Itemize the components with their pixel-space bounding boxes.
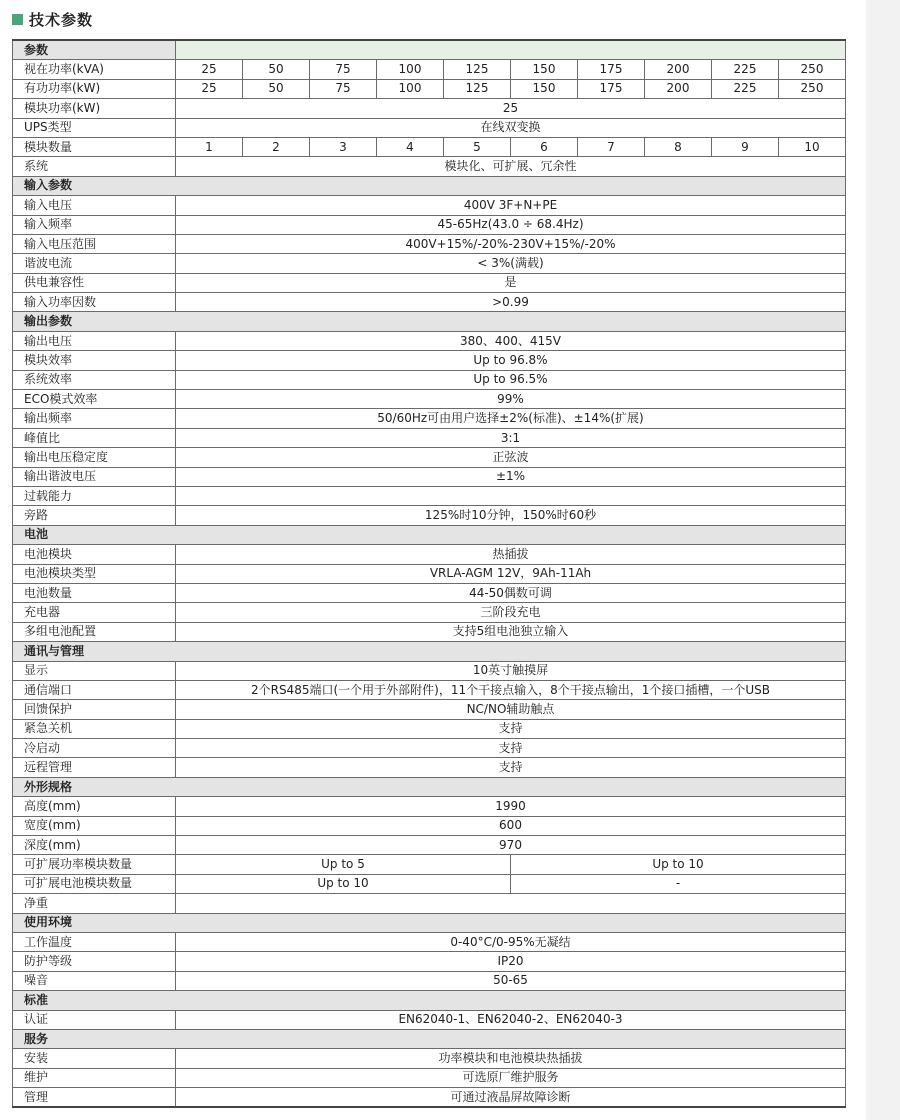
row-label: 输入功率因数 <box>13 293 176 312</box>
table-row <box>13 448 846 467</box>
row-cell: 200 <box>645 79 712 98</box>
table-row <box>13 409 846 428</box>
table-row <box>13 1049 846 1068</box>
row-value <box>176 486 846 505</box>
row-label: 输出频率 <box>13 409 176 428</box>
table-row <box>13 855 846 874</box>
row-value: 380、400、415V <box>176 331 846 350</box>
row-label: 系统 <box>13 157 176 176</box>
row-value: 10英寸触摸屏 <box>176 661 846 680</box>
row-value: 50/60Hz可由用户选择±2%(标准)、±14%(扩展) <box>176 409 846 428</box>
table-row <box>13 1010 846 1029</box>
row-value: 400V+15%/-20%-230V+15%/-20% <box>176 234 846 253</box>
row-label: 输入电压范围 <box>13 234 176 253</box>
table-row <box>13 583 846 602</box>
row-cell: 75 <box>310 79 377 98</box>
section-header-row <box>13 1029 846 1048</box>
section-title: 输出参数 <box>13 312 176 331</box>
row-label: 供电兼容性 <box>13 273 176 292</box>
row-label: 过载能力 <box>13 486 176 505</box>
row-value: 50-65 <box>176 971 846 990</box>
row-value: 400V 3F+N+PE <box>176 196 846 215</box>
row-label: 模块效率 <box>13 351 176 370</box>
row-label: 通信端口 <box>13 680 176 699</box>
page-margin <box>866 0 900 1120</box>
row-label: 旁路 <box>13 506 176 525</box>
row-value: 99% <box>176 390 846 409</box>
row-label: 有功功率(kW) <box>13 79 176 98</box>
row-label: 视在功率(kVA) <box>13 60 176 79</box>
table-row <box>13 739 846 758</box>
row-label: 防护等级 <box>13 952 176 971</box>
row-value: 可选原厂维护服务 <box>176 1068 846 1087</box>
row-label: 宽度(mm) <box>13 816 176 835</box>
row-cell: - <box>511 874 846 893</box>
row-cell: 75 <box>310 60 377 79</box>
row-value: Up to 96.5% <box>176 370 846 389</box>
table-row <box>13 273 846 292</box>
row-cell: 6 <box>511 137 578 156</box>
row-label: 电池数量 <box>13 583 176 602</box>
heading-square-icon <box>12 14 23 25</box>
row-value: 0-40°C/0-95%无凝结 <box>176 932 846 951</box>
row-value: 45-65Hz(43.0 ÷ 68.4Hz) <box>176 215 846 234</box>
table-row <box>13 370 846 389</box>
section-header-blank <box>176 991 846 1010</box>
table-row <box>13 60 846 79</box>
section-header-blank <box>176 312 846 331</box>
table-row <box>13 428 846 447</box>
row-label: 维护 <box>13 1068 176 1087</box>
row-cell: 125 <box>444 79 511 98</box>
row-cell: 7 <box>578 137 645 156</box>
row-value: Up to 96.8% <box>176 351 846 370</box>
row-value: 125%时10分钟，150%时60秒 <box>176 506 846 525</box>
table-row <box>13 700 846 719</box>
row-value: 三阶段充电 <box>176 603 846 622</box>
heading-title: 技术参数 <box>29 10 94 29</box>
row-value: IP20 <box>176 952 846 971</box>
row-cell: 25 <box>176 79 243 98</box>
section-header-blank <box>176 777 846 796</box>
row-value: 支持 <box>176 758 846 777</box>
row-cell: 5 <box>444 137 511 156</box>
table-row <box>13 118 846 137</box>
section-header-row <box>13 525 846 544</box>
row-cell: 4 <box>377 137 444 156</box>
row-value: 44-50偶数可调 <box>176 583 846 602</box>
row-cell: 25 <box>176 60 243 79</box>
row-value: EN62040-1、EN62040-2、EN62040-3 <box>176 1010 846 1029</box>
row-value: 3:1 <box>176 428 846 447</box>
table-row <box>13 932 846 951</box>
table-row <box>13 797 846 816</box>
row-label: 高度(mm) <box>13 797 176 816</box>
table-row <box>13 234 846 253</box>
row-label: 可扩展功率模块数量 <box>13 855 176 874</box>
row-cell: 2 <box>243 137 310 156</box>
row-cell: 250 <box>779 60 846 79</box>
table-row <box>13 486 846 505</box>
row-label: 冷启动 <box>13 739 176 758</box>
table-row <box>13 971 846 990</box>
row-label: 可扩展电池模块数量 <box>13 874 176 893</box>
table-row <box>13 215 846 234</box>
row-label: 管理 <box>13 1088 176 1108</box>
row-value: 功率模块和电池模块热插拔 <box>176 1049 846 1068</box>
section-header-blank <box>176 913 846 932</box>
row-value: 热插拔 <box>176 545 846 564</box>
table-row <box>13 293 846 312</box>
table-row <box>13 1068 846 1087</box>
table-row <box>13 137 846 156</box>
row-value: 25 <box>176 99 846 118</box>
table-row <box>13 331 846 350</box>
section-title: 使用环境 <box>13 913 176 932</box>
row-label: 深度(mm) <box>13 836 176 855</box>
row-value: 1990 <box>176 797 846 816</box>
row-cell: 175 <box>578 79 645 98</box>
table-row <box>13 952 846 971</box>
table-row <box>13 622 846 641</box>
section-title: 外形规格 <box>13 777 176 796</box>
table-row <box>13 758 846 777</box>
row-cell: 3 <box>310 137 377 156</box>
section-header-blank <box>176 176 846 195</box>
row-label: 显示 <box>13 661 176 680</box>
section-title: 标准 <box>13 991 176 1010</box>
table-row <box>13 874 846 893</box>
spec-table-body <box>13 40 846 1107</box>
row-label: 模块数量 <box>13 137 176 156</box>
table-row <box>13 545 846 564</box>
row-label: 谐波电流 <box>13 254 176 273</box>
section-header-row <box>13 913 846 932</box>
table-row <box>13 680 846 699</box>
row-cell: Up to 5 <box>176 855 511 874</box>
row-label: 远程管理 <box>13 758 176 777</box>
row-value: NC/NO辅助触点 <box>176 700 846 719</box>
row-label: 系统效率 <box>13 370 176 389</box>
row-label: 输出谐波电压 <box>13 467 176 486</box>
table-row <box>13 157 846 176</box>
row-value: 在线双变换 <box>176 118 846 137</box>
row-cell: 100 <box>377 60 444 79</box>
section-header-blank <box>176 1029 846 1048</box>
row-label: 电池模块类型 <box>13 564 176 583</box>
row-cell: 150 <box>511 79 578 98</box>
row-value: 支持 <box>176 739 846 758</box>
row-label: 模块功率(kW) <box>13 99 176 118</box>
row-label: 噪音 <box>13 971 176 990</box>
row-cell: 9 <box>712 137 779 156</box>
row-value: 可通过液晶屏故障诊断 <box>176 1088 846 1108</box>
table-row <box>13 79 846 98</box>
row-value: VRLA-AGM 12V，9Ah-11Ah <box>176 564 846 583</box>
section-title: 服务 <box>13 1029 176 1048</box>
section-header-row <box>13 777 846 796</box>
spec-table <box>12 39 846 1108</box>
row-cell: Up to 10 <box>511 855 846 874</box>
row-label: 紧急关机 <box>13 719 176 738</box>
section-header-row <box>13 991 846 1010</box>
table-row <box>13 390 846 409</box>
table-row <box>13 816 846 835</box>
row-cell: 225 <box>712 60 779 79</box>
table-row <box>13 196 846 215</box>
row-cell: 50 <box>243 60 310 79</box>
table-row <box>13 719 846 738</box>
row-cell: 200 <box>645 60 712 79</box>
row-value: 支持5组电池独立输入 <box>176 622 846 641</box>
table-header-blank <box>176 40 846 60</box>
row-value: 模块化、可扩展、冗余性 <box>176 157 846 176</box>
row-cell: Up to 10 <box>176 874 511 893</box>
row-value: 支持 <box>176 719 846 738</box>
table-row <box>13 254 846 273</box>
row-label: 输入频率 <box>13 215 176 234</box>
table-row <box>13 894 846 913</box>
table-row <box>13 506 846 525</box>
row-label: 输出电压 <box>13 331 176 350</box>
table-row <box>13 564 846 583</box>
section-heading <box>12 8 93 30</box>
row-cell: 250 <box>779 79 846 98</box>
table-row <box>13 603 846 622</box>
row-value: < 3%(满载) <box>176 254 846 273</box>
row-cell: 150 <box>511 60 578 79</box>
row-label: 输入电压 <box>13 196 176 215</box>
table-row <box>13 99 846 118</box>
table-row <box>13 661 846 680</box>
table-header-label: 参数 <box>13 40 176 60</box>
row-label: 回馈保护 <box>13 700 176 719</box>
row-label: 充电器 <box>13 603 176 622</box>
row-label: 安装 <box>13 1049 176 1068</box>
row-cell: 125 <box>444 60 511 79</box>
row-cell: 8 <box>645 137 712 156</box>
row-cell: 1 <box>176 137 243 156</box>
section-title: 通讯与管理 <box>13 642 176 661</box>
table-header-row <box>13 40 846 60</box>
table-row <box>13 836 846 855</box>
row-value: ±1% <box>176 467 846 486</box>
section-header-blank <box>176 525 846 544</box>
row-cell: 175 <box>578 60 645 79</box>
row-cell: 10 <box>779 137 846 156</box>
section-header-row <box>13 642 846 661</box>
section-title: 输入参数 <box>13 176 176 195</box>
row-value: 是 <box>176 273 846 292</box>
section-header-blank <box>176 642 846 661</box>
row-label: 多组电池配置 <box>13 622 176 641</box>
row-label: 认证 <box>13 1010 176 1029</box>
row-cell: 50 <box>243 79 310 98</box>
row-value: 600 <box>176 816 846 835</box>
table-row <box>13 1088 846 1108</box>
row-value: 2个RS485端口(一个用于外部附件)，11个干接点输入，8个干接点输出，1个接口插槽，一个USB <box>176 680 846 699</box>
row-label: ECO模式效率 <box>13 390 176 409</box>
row-label: 输出电压稳定度 <box>13 448 176 467</box>
row-cell: 225 <box>712 79 779 98</box>
section-title: 电池 <box>13 525 176 544</box>
row-value: 正弦波 <box>176 448 846 467</box>
row-cell: 100 <box>377 79 444 98</box>
row-value: >0.99 <box>176 293 846 312</box>
row-label: UPS类型 <box>13 118 176 137</box>
table-row <box>13 467 846 486</box>
section-header-row <box>13 312 846 331</box>
row-label: 电池模块 <box>13 545 176 564</box>
row-label: 工作温度 <box>13 932 176 951</box>
row-label: 净重 <box>13 894 176 913</box>
row-label: 峰值比 <box>13 428 176 447</box>
row-value <box>176 894 846 913</box>
row-value: 970 <box>176 836 846 855</box>
table-row <box>13 351 846 370</box>
section-header-row <box>13 176 846 195</box>
